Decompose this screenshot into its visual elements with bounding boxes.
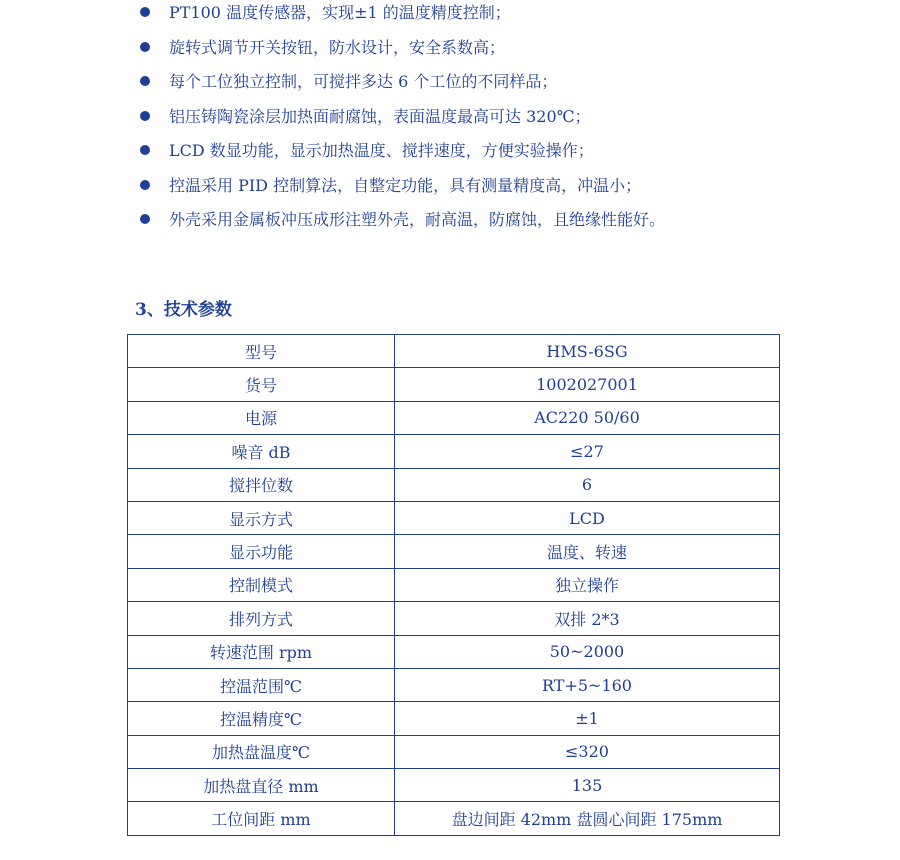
spec-label: 控温范围℃ <box>128 668 395 701</box>
table-row <box>128 602 780 635</box>
table-row <box>128 735 780 768</box>
spec-value: ≤320 <box>395 735 780 768</box>
table-row <box>128 568 780 601</box>
spec-value: 50~2000 <box>395 635 780 668</box>
bullet-icon <box>140 111 150 121</box>
spec-label: 排列方式 <box>128 602 395 635</box>
bullet-icon <box>140 7 150 17</box>
feature-item <box>140 104 840 139</box>
bullet-icon <box>140 180 150 190</box>
bullet-icon <box>140 214 150 224</box>
spec-label: 货号 <box>128 368 395 401</box>
spec-value: 6 <box>395 468 780 501</box>
table-row <box>128 769 780 802</box>
spec-value: 盘边间距 42mm 盘圆心间距 175mm <box>395 802 780 835</box>
spec-label: 显示功能 <box>128 535 395 568</box>
feature-text: LCD 数显功能，显示加热温度、搅拌速度，方便实验操作； <box>169 141 594 160</box>
spec-label: 加热盘温度℃ <box>128 735 395 768</box>
table-row <box>128 702 780 735</box>
feature-item <box>140 173 840 208</box>
spec-label: 噪音 dB <box>128 435 395 468</box>
table-row <box>128 368 780 401</box>
spec-label: 电源 <box>128 401 395 434</box>
spec-value: ±1 <box>395 702 780 735</box>
feature-text: PT100 温度传感器，实现±1 的温度精度控制； <box>169 3 511 22</box>
spec-value: AC220 50/60 <box>395 401 780 434</box>
table-row <box>128 635 780 668</box>
table-row <box>128 535 780 568</box>
spec-value: 温度、转速 <box>395 535 780 568</box>
feature-text: 控温采用 PID 控制算法，自整定功能，具有测量精度高，冲温小； <box>169 175 642 195</box>
spec-value: 独立操作 <box>395 568 780 601</box>
table-row <box>128 335 780 368</box>
bullet-icon <box>140 76 150 86</box>
spec-value: LCD <box>395 501 780 534</box>
spec-label: 转速范围 rpm <box>128 635 395 668</box>
spec-label: 控温精度℃ <box>128 702 395 735</box>
spec-label: 加热盘直径 mm <box>128 769 395 802</box>
spec-value: 1002027001 <box>395 368 780 401</box>
feature-list <box>140 0 840 242</box>
feature-text: 旋转式调节开关按钮，防水设计，安全系数高； <box>169 37 506 57</box>
spec-value: 135 <box>395 769 780 802</box>
feature-text: 外壳采用金属板冲压成形注塑外壳，耐高温，防腐蚀，且绝缘性能好。 <box>169 210 666 229</box>
spec-value: 双排 2*3 <box>395 602 780 635</box>
section-title: 3、技术参数 <box>135 300 232 320</box>
spec-label: 工位间距 mm <box>128 802 395 835</box>
feature-item <box>140 0 840 35</box>
spec-label: 型号 <box>128 335 395 368</box>
feature-item <box>140 207 840 242</box>
table-row <box>128 435 780 468</box>
spec-table <box>127 334 780 836</box>
spec-label: 搅拌位数 <box>128 468 395 501</box>
table-row <box>128 668 780 701</box>
spec-value: RT+5~160 <box>395 668 780 701</box>
table-row <box>128 468 780 501</box>
feature-item <box>140 35 840 70</box>
table-row <box>128 401 780 434</box>
spec-label: 显示方式 <box>128 501 395 534</box>
feature-text: 每个工位独立控制，可搅拌多达 6 个工位的不同样品； <box>169 72 558 91</box>
spec-label: 控制模式 <box>128 568 395 601</box>
table-row <box>128 802 780 835</box>
spec-value: ≤27 <box>395 435 780 468</box>
feature-item <box>140 138 840 173</box>
bullet-icon <box>140 145 150 155</box>
spec-value: HMS-6SG <box>395 335 780 368</box>
table-row <box>128 501 780 534</box>
feature-text: 铝压铸陶瓷涂层加热面耐腐蚀，表面温度最高可达 320℃； <box>169 106 591 126</box>
feature-item <box>140 69 840 104</box>
bullet-icon <box>140 42 150 52</box>
